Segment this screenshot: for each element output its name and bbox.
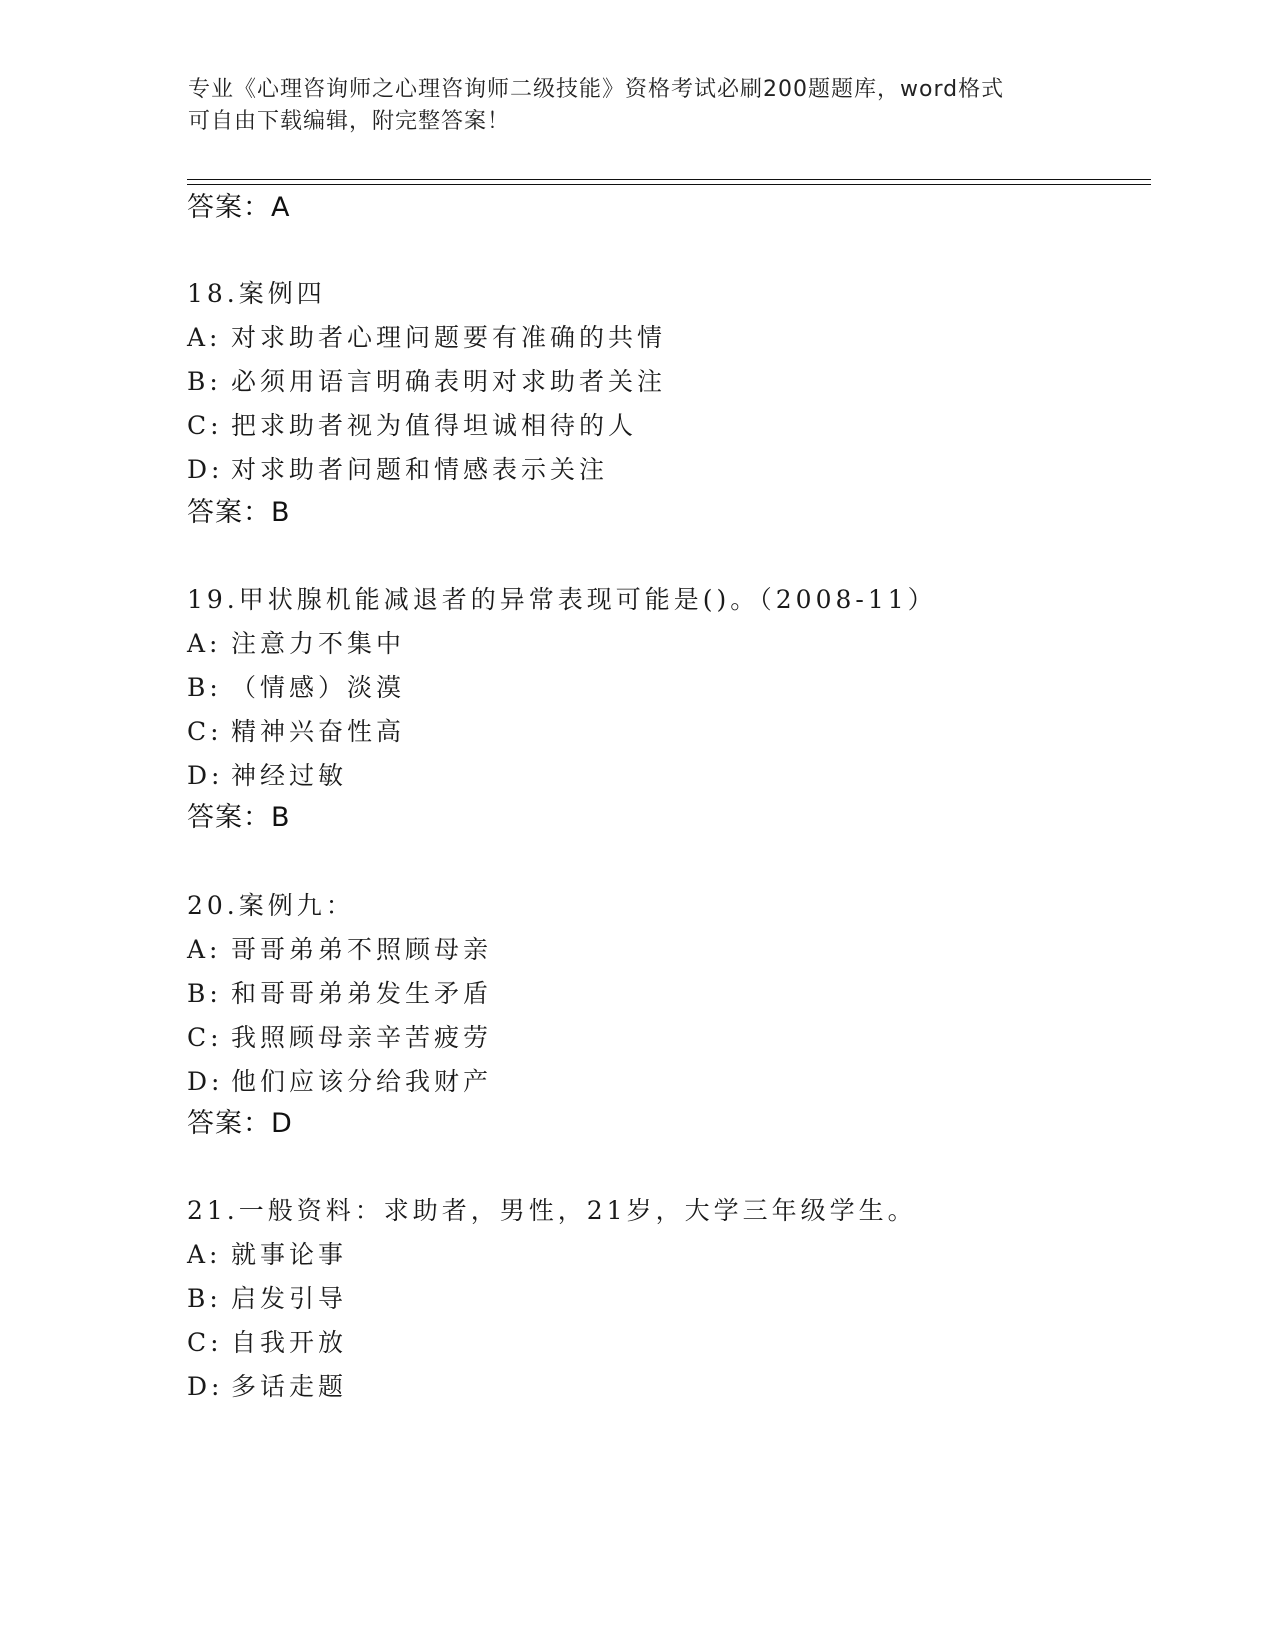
option-text: 对求助者心理问题要有准确的共情 (231, 323, 667, 352)
header-rule-top (187, 179, 1151, 180)
option-letter: B: (187, 673, 222, 702)
option-text: 精神兴奋性高 (231, 717, 406, 746)
question-19-option-b (187, 670, 405, 706)
option-letter: D: (187, 761, 224, 790)
option-letter: C: (187, 411, 223, 440)
question-20-answer: 答案：D (187, 1108, 293, 1139)
option-text: 就事论事 (231, 1240, 348, 1269)
option-letter: A: (187, 323, 222, 352)
option-letter: B: (187, 1284, 222, 1313)
question-18-answer: 答案：B (187, 497, 291, 528)
question-19-answer: 答案：B (187, 802, 291, 833)
option-letter: C: (187, 1023, 223, 1052)
option-letter: D: (187, 455, 224, 484)
option-letter: C: (187, 1328, 223, 1357)
option-letter: A: (187, 629, 222, 658)
question-20-option-b (187, 976, 492, 1012)
question-21-option-a (187, 1237, 347, 1273)
option-text: 对求助者问题和情感表示关注 (231, 455, 609, 484)
question-21-stem: 21.一般资料：求助者，男性，21岁，大学三年级学生。 (187, 1196, 917, 1225)
option-letter: B: (187, 367, 222, 396)
question-18-option-b (187, 364, 666, 400)
answer-previous: 答案：A (187, 192, 291, 223)
question-20-stem: 20.案例九： (187, 891, 355, 920)
option-letter: D: (187, 1067, 224, 1096)
question-20-option-a (187, 932, 492, 968)
option-text: 多话走题 (231, 1372, 348, 1401)
question-20-option-d (187, 1064, 492, 1100)
question-18-stem: 18.案例四 (187, 279, 326, 308)
question-18-option-c (187, 408, 637, 444)
question-21-option-c (187, 1325, 347, 1361)
option-text: 注意力不集中 (231, 629, 406, 658)
option-text: 自我开放 (231, 1328, 348, 1357)
option-text: 把求助者视为值得坦诚相待的人 (231, 411, 638, 440)
option-text: 启发引导 (231, 1284, 348, 1313)
option-text: 必须用语言明确表明对求助者关注 (231, 367, 667, 396)
header-line-2: 可自由下载编辑，附完整答案！ (188, 109, 511, 134)
document-header (188, 74, 1068, 138)
question-21-option-b (187, 1281, 347, 1317)
question-20-option-c (187, 1020, 492, 1056)
option-text: 他们应该分给我财产 (231, 1067, 493, 1096)
question-19-option-d (187, 758, 347, 794)
header-rule-bottom (187, 184, 1151, 185)
question-19-option-a (187, 626, 405, 662)
option-text: 神经过敏 (231, 761, 348, 790)
option-letter: A: (187, 1240, 222, 1269)
header-line-1: 专业《心理咨询师之心理咨询师二级技能》资格考试必刷200题题库，word格式 (188, 77, 1005, 102)
option-text: 哥哥弟弟不照顾母亲 (231, 935, 493, 964)
question-19-stem: 19.甲状腺机能减退者的异常表现可能是()。（2008-11） (187, 585, 937, 614)
option-letter: D: (187, 1372, 224, 1401)
option-letter: C: (187, 717, 223, 746)
question-21-option-d (187, 1369, 347, 1405)
option-text: （情感）淡漠 (231, 673, 406, 702)
option-text: 和哥哥弟弟发生矛盾 (231, 979, 493, 1008)
question-18-option-d (187, 452, 608, 488)
option-text: 我照顾母亲辛苦疲劳 (231, 1023, 493, 1052)
question-19-option-c (187, 714, 405, 750)
question-18-option-a (187, 320, 666, 356)
option-letter: B: (187, 979, 222, 1008)
option-letter: A: (187, 935, 222, 964)
